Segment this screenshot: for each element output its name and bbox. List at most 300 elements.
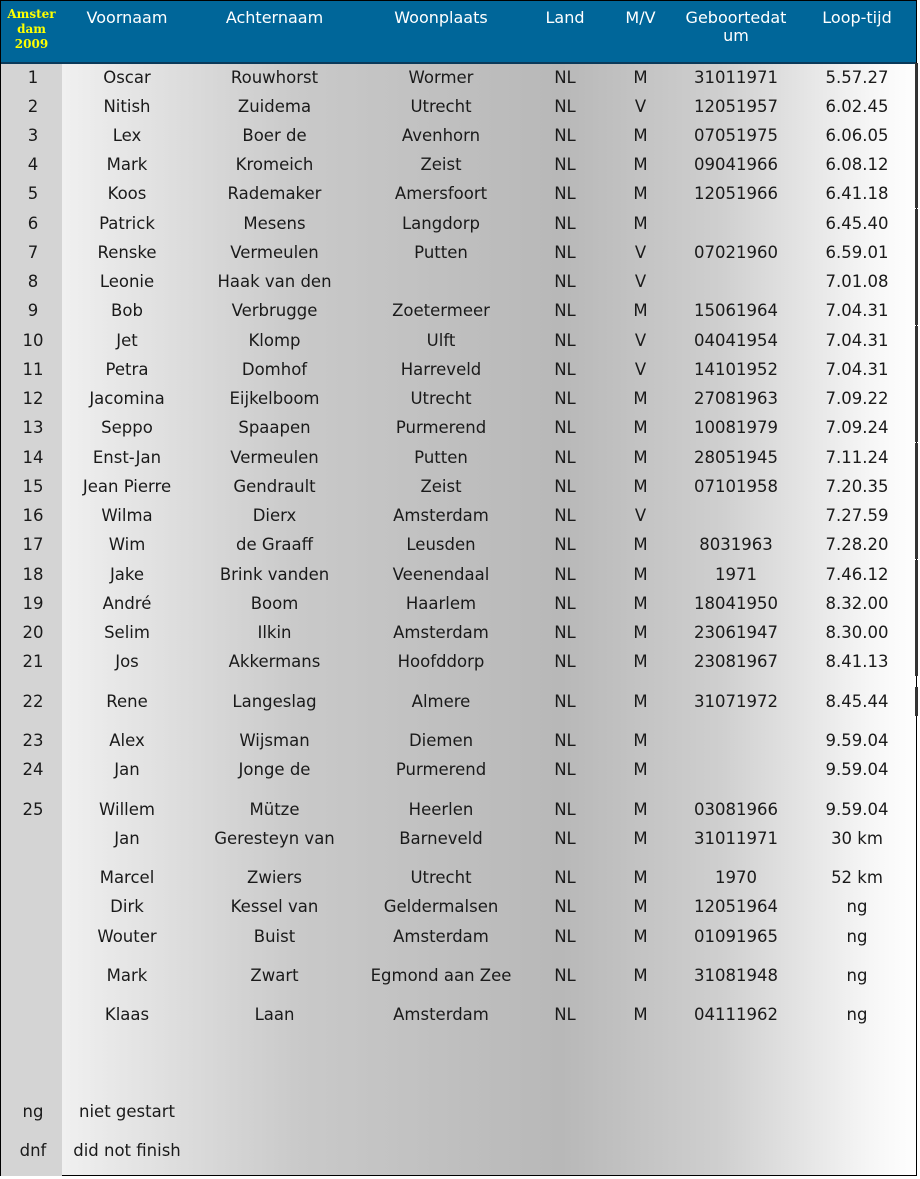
looptijd-cell: 8.30.00 — [825, 623, 889, 642]
woonplaats-cell: Amsterdam — [393, 927, 489, 946]
voornaam-cell: Enst-Jan — [92, 448, 162, 467]
rank-cell: 13 — [22, 418, 44, 437]
geboortedatum-cell: 1971 — [715, 565, 757, 584]
table-row — [1, 795, 918, 824]
mv-cell: M — [633, 155, 648, 174]
table-row — [1, 647, 918, 676]
mv-cell: M — [633, 927, 648, 946]
woonplaats-cell: Geldermalsen — [383, 897, 499, 916]
achternaam-cell: Jonge de — [238, 760, 311, 779]
woonplaats-cell: Utrecht — [410, 389, 472, 408]
achternaam-cell: Domhof — [241, 360, 308, 379]
legend-item — [1, 1136, 401, 1165]
woonplaats-cell: Hoofddorp — [397, 652, 485, 671]
row-edge-marker — [915, 687, 918, 716]
woonplaats-cell: Utrecht — [410, 97, 472, 116]
geboortedatum-cell: 31071972 — [694, 692, 778, 711]
looptijd-cell: 6.41.18 — [825, 184, 889, 203]
achternaam-cell: Buist — [253, 927, 296, 946]
mv-cell: M — [633, 829, 648, 848]
woonplaats-cell: Wormer — [408, 68, 474, 87]
land-cell: NL — [554, 97, 576, 116]
achternaam-cell: Boom — [250, 594, 299, 613]
row-edge-marker — [915, 150, 918, 179]
land-cell: NL — [554, 301, 576, 320]
header-land: Land — [545, 8, 585, 27]
geboortedatum-cell: 07051975 — [694, 126, 778, 145]
header-voornaam: Voornaam — [86, 8, 168, 27]
looptijd-cell: 8.41.13 — [825, 652, 889, 671]
land-cell: NL — [554, 692, 576, 711]
looptijd-cell: 7.11.24 — [825, 448, 889, 467]
mv-cell: M — [633, 760, 648, 779]
rank-cell: 3 — [27, 126, 39, 145]
mv-cell: M — [633, 623, 648, 642]
land-cell: NL — [554, 68, 576, 87]
achternaam-cell: Klomp — [248, 331, 301, 350]
achternaam-cell: de Graaff — [235, 535, 314, 554]
row-edge-marker — [915, 121, 918, 150]
table-row — [1, 355, 918, 384]
land-cell: NL — [554, 800, 576, 819]
header-woonplaats: Woonplaats — [394, 8, 488, 27]
row-edge-marker — [915, 238, 918, 267]
table-row — [1, 1000, 918, 1029]
table-row — [1, 530, 918, 559]
mv-cell: M — [633, 1005, 648, 1024]
geboortedatum-cell: 8031963 — [699, 535, 773, 554]
voornaam-cell: Marcel — [99, 868, 155, 887]
rank-cell: 19 — [22, 594, 44, 613]
land-cell: NL — [554, 652, 576, 671]
geboortedatum-cell: 12051964 — [694, 897, 778, 916]
rank-cell: 9 — [27, 301, 39, 320]
mv-cell: M — [633, 389, 648, 408]
mv-cell: M — [633, 126, 648, 145]
voornaam-cell: Jos — [115, 652, 139, 671]
achternaam-cell: Geresteyn van — [214, 829, 335, 848]
voornaam-cell: Wouter — [97, 927, 157, 946]
achternaam-cell: Vermeulen — [230, 243, 319, 262]
looptijd-cell: 9.59.04 — [825, 800, 889, 819]
woonplaats-cell: Veenendaal — [392, 565, 490, 584]
geboortedatum-cell: 09041966 — [694, 155, 778, 174]
voornaam-cell: Jean Pierre — [82, 477, 172, 496]
geboortedatum-cell: 04041954 — [694, 331, 778, 350]
rank-cell: 15 — [22, 477, 44, 496]
land-cell: NL — [554, 360, 576, 379]
looptijd-cell: 7.46.12 — [825, 565, 889, 584]
geboortedatum-cell: 31011971 — [694, 68, 778, 87]
rank-cell: 14 — [22, 448, 44, 467]
achternaam-cell: Kessel van — [230, 897, 319, 916]
table-row — [1, 961, 918, 990]
voornaam-cell: Selim — [104, 623, 150, 642]
geboortedatum-cell: 31081948 — [694, 966, 778, 985]
voornaam-cell: Bob — [111, 301, 143, 320]
woonplaats-cell: Amersfoort — [394, 184, 488, 203]
woonplaats-cell: Zoetermeer — [392, 301, 490, 320]
achternaam-cell: Mütze — [249, 800, 300, 819]
voornaam-cell: Seppo — [101, 418, 153, 437]
rank-cell: 4 — [27, 155, 39, 174]
voornaam-cell: Nitish — [103, 97, 151, 116]
rank-cell: 21 — [22, 652, 44, 671]
looptijd-cell: 7.27.59 — [825, 506, 889, 525]
achternaam-cell: Zuidema — [237, 97, 312, 116]
looptijd-cell: 7.01.08 — [825, 272, 889, 291]
legend-key: ng — [22, 1102, 44, 1121]
table-row — [1, 296, 918, 325]
rank-cell: 6 — [27, 214, 39, 233]
geboortedatum-cell: 01091965 — [694, 927, 778, 946]
mv-cell: M — [633, 868, 648, 887]
looptijd-cell: 9.59.04 — [825, 731, 889, 750]
land-cell: NL — [554, 1005, 576, 1024]
voornaam-cell: Jan — [114, 760, 140, 779]
mv-cell: M — [633, 418, 648, 437]
land-cell: NL — [554, 331, 576, 350]
legend-item — [1, 1097, 401, 1126]
table-row — [1, 726, 918, 755]
land-cell: NL — [554, 126, 576, 145]
looptijd-cell: 6.45.40 — [825, 214, 889, 233]
geboortedatum-cell: 1970 — [715, 868, 757, 887]
row-edge-marker — [915, 355, 918, 384]
looptijd-cell: 7.04.31 — [825, 301, 889, 320]
land-cell: NL — [554, 506, 576, 525]
table-row — [1, 501, 918, 530]
voornaam-cell: Wilma — [101, 506, 153, 525]
header-geboortedatum: Geboortedat um — [685, 8, 787, 45]
row-edge-marker — [915, 63, 918, 92]
woonplaats-cell: Almere — [411, 692, 471, 711]
looptijd-cell: ng — [846, 966, 868, 985]
voornaam-cell: Dirk — [110, 897, 144, 916]
header-achternaam: Achternaam — [225, 8, 324, 27]
achternaam-cell: Ilkin — [257, 623, 292, 642]
mv-cell: M — [633, 731, 648, 750]
land-cell: NL — [554, 897, 576, 916]
voornaam-cell: Rene — [106, 692, 148, 711]
woonplaats-cell: Barneveld — [399, 829, 483, 848]
mv-cell: M — [633, 448, 648, 467]
geboortedatum-cell: 07101958 — [694, 477, 778, 496]
table-row — [1, 863, 918, 892]
woonplaats-cell: Purmerend — [395, 418, 487, 437]
land-cell: NL — [554, 535, 576, 554]
table-row — [1, 618, 918, 647]
looptijd-cell: 7.04.31 — [825, 360, 889, 379]
achternaam-cell: Gendrault — [233, 477, 316, 496]
mv-cell: M — [633, 68, 648, 87]
land-cell: NL — [554, 966, 576, 985]
row-edge-marker — [915, 618, 918, 647]
voornaam-cell: André — [102, 594, 152, 613]
achternaam-cell: Wijsman — [239, 731, 310, 750]
looptijd-cell: 6.08.12 — [825, 155, 889, 174]
land-cell: NL — [554, 448, 576, 467]
row-edge-marker — [915, 209, 918, 238]
voornaam-cell: Wim — [108, 535, 146, 554]
geboortedatum-cell: 18041950 — [694, 594, 778, 613]
mv-cell: V — [634, 360, 647, 379]
looptijd-cell: 7.09.24 — [825, 418, 889, 437]
looptijd-cell: 7.20.35 — [825, 477, 889, 496]
woonplaats-cell: Putten — [414, 243, 468, 262]
row-edge-marker — [915, 501, 918, 530]
mv-cell: V — [634, 506, 647, 525]
woonplaats-cell: Amsterdam — [393, 1005, 489, 1024]
legend-value: niet gestart — [79, 1102, 175, 1121]
achternaam-cell: Verbrugge — [231, 301, 318, 320]
row-edge-marker — [915, 560, 918, 589]
woonplaats-cell: Utrecht — [410, 868, 472, 887]
woonplaats-cell: Langdorp — [401, 214, 481, 233]
woonplaats-cell: Leusden — [406, 535, 476, 554]
land-cell: NL — [554, 477, 576, 496]
voornaam-cell: Oscar — [103, 68, 151, 87]
geboortedatum-cell: 23061947 — [694, 623, 778, 642]
table-row — [1, 922, 918, 951]
mv-cell: M — [633, 565, 648, 584]
geboortedatum-cell: 31011971 — [694, 829, 778, 848]
land-cell: NL — [554, 272, 576, 291]
land-cell: NL — [554, 829, 576, 848]
woonplaats-cell: Harreveld — [400, 360, 482, 379]
rank-cell: 11 — [22, 360, 44, 379]
row-edge-marker — [915, 472, 918, 501]
rank-cell: 23 — [22, 731, 44, 750]
table-row — [1, 267, 918, 296]
achternaam-cell: Mesens — [243, 214, 306, 233]
woonplaats-cell: Heerlen — [408, 800, 474, 819]
rank-cell: 22 — [22, 692, 44, 711]
looptijd-cell: 5.57.27 — [825, 68, 889, 87]
land-cell: NL — [554, 565, 576, 584]
achternaam-cell: Vermeulen — [230, 448, 319, 467]
looptijd-cell: 9.59.04 — [825, 760, 889, 779]
voornaam-cell: Klaas — [104, 1005, 150, 1024]
achternaam-cell: Laan — [254, 1005, 295, 1024]
voornaam-cell: Leonie — [99, 272, 155, 291]
mv-cell: M — [633, 214, 648, 233]
looptijd-cell: ng — [846, 897, 868, 916]
achternaam-cell: Zwart — [250, 966, 299, 985]
woonplaats-cell: Putten — [414, 448, 468, 467]
looptijd-cell: 6.06.05 — [825, 126, 889, 145]
table-row — [1, 92, 918, 121]
table-row — [1, 472, 918, 501]
voornaam-cell: Mark — [106, 966, 148, 985]
rank-cell: 25 — [22, 800, 44, 819]
looptijd-cell: 7.28.20 — [825, 535, 889, 554]
geboortedatum-cell: 14101952 — [694, 360, 778, 379]
rank-cell: 1 — [27, 68, 39, 87]
looptijd-cell: 6.02.45 — [825, 97, 889, 116]
rank-cell: 12 — [22, 389, 44, 408]
geboortedatum-cell: 03081966 — [694, 800, 778, 819]
mv-cell: M — [633, 897, 648, 916]
row-edge-marker — [915, 384, 918, 413]
achternaam-cell: Rademaker — [227, 184, 322, 203]
row-edge-marker — [915, 92, 918, 121]
voornaam-cell: Patrick — [99, 214, 155, 233]
land-cell: NL — [554, 418, 576, 437]
voornaam-cell: Koos — [107, 184, 147, 203]
mv-cell: M — [633, 800, 648, 819]
mv-cell: V — [634, 272, 647, 291]
looptijd-cell: ng — [846, 1005, 868, 1024]
land-cell: NL — [554, 731, 576, 750]
looptijd-cell: 30 km — [831, 829, 883, 848]
table-row — [1, 824, 918, 853]
land-cell: NL — [554, 214, 576, 233]
table-row — [1, 209, 918, 238]
achternaam-cell: Akkermans — [228, 652, 321, 671]
looptijd-cell: 6.59.01 — [825, 243, 889, 262]
mv-cell: M — [633, 594, 648, 613]
row-edge-marker — [915, 326, 918, 355]
row-edge-marker — [915, 179, 918, 208]
woonplaats-cell: Diemen — [408, 731, 474, 750]
woonplaats-cell: Haarlem — [405, 594, 477, 613]
geboortedatum-cell: 12051966 — [694, 184, 778, 203]
voornaam-cell: Jacomina — [89, 389, 165, 408]
voornaam-cell: Renske — [97, 243, 157, 262]
mv-cell: M — [633, 477, 648, 496]
achternaam-cell: Spaapen — [238, 418, 311, 437]
row-edge-marker — [915, 589, 918, 618]
voornaam-cell: Willem — [99, 800, 155, 819]
geboortedatum-cell: 27081963 — [694, 389, 778, 408]
row-edge-marker — [915, 296, 918, 325]
achternaam-cell: Boer de — [242, 126, 307, 145]
table-row — [1, 326, 918, 355]
woonplaats-cell: Zeist — [420, 155, 462, 174]
land-cell: NL — [554, 623, 576, 642]
woonplaats-cell: Purmerend — [395, 760, 487, 779]
voornaam-cell: Jet — [116, 331, 138, 350]
mv-cell: V — [634, 331, 647, 350]
table-row — [1, 413, 918, 442]
rank-cell: 16 — [22, 506, 44, 525]
woonplaats-cell: Egmond aan Zee — [370, 966, 512, 985]
geboortedatum-cell: 07021960 — [694, 243, 778, 262]
table-row — [1, 150, 918, 179]
achternaam-cell: Rouwhorst — [230, 68, 319, 87]
achternaam-cell: Eijkelboom — [229, 389, 320, 408]
geboortedatum-cell: 12051957 — [694, 97, 778, 116]
land-cell: NL — [554, 760, 576, 779]
rank-cell: 24 — [22, 760, 44, 779]
land-cell: NL — [554, 594, 576, 613]
rank-cell: 10 — [22, 331, 44, 350]
voornaam-cell: Petra — [105, 360, 149, 379]
mv-cell: M — [633, 966, 648, 985]
table-row — [1, 443, 918, 472]
mv-cell: M — [633, 535, 648, 554]
geboortedatum-cell: 28051945 — [694, 448, 778, 467]
achternaam-cell: Kromeich — [235, 155, 314, 174]
table-row — [1, 589, 918, 618]
land-cell: NL — [554, 184, 576, 203]
voornaam-cell: Mark — [106, 155, 148, 174]
achternaam-cell: Langeslag — [232, 692, 317, 711]
looptijd-cell: 8.45.44 — [825, 692, 889, 711]
voornaam-cell: Jan — [114, 829, 140, 848]
looptijd-cell: ng — [846, 927, 868, 946]
table-row — [1, 560, 918, 589]
table-row — [1, 384, 918, 413]
table-row — [1, 755, 918, 784]
mv-cell: M — [633, 301, 648, 320]
mv-cell: M — [633, 692, 648, 711]
mv-cell: M — [633, 652, 648, 671]
voornaam-cell: Jake — [109, 565, 145, 584]
achternaam-cell: Haak van den — [217, 272, 332, 291]
woonplaats-cell: Amsterdam — [393, 506, 489, 525]
table-row — [1, 892, 918, 921]
row-edge-marker — [915, 530, 918, 559]
woonplaats-cell: Amsterdam — [393, 623, 489, 642]
table-row — [1, 238, 918, 267]
row-edge-marker — [915, 647, 918, 676]
looptijd-cell: 8.32.00 — [825, 594, 889, 613]
rank-cell: 17 — [22, 535, 44, 554]
header-looptijd: Loop-tijd — [822, 8, 892, 27]
voornaam-cell: Alex — [109, 731, 145, 750]
rank-cell: 8 — [27, 272, 39, 291]
rank-cell: 18 — [22, 565, 44, 584]
woonplaats-cell: Zeist — [420, 477, 462, 496]
table-row — [1, 179, 918, 208]
legend-value: did not finish — [73, 1141, 181, 1160]
land-cell: NL — [554, 243, 576, 262]
land-cell: NL — [554, 868, 576, 887]
rank-cell: 7 — [27, 243, 39, 262]
header-mv: M/V — [625, 8, 656, 27]
table-header — [1, 1, 916, 64]
mv-cell: M — [633, 184, 648, 203]
woonplaats-cell: Avenhorn — [401, 126, 481, 145]
rank-cell: 5 — [27, 184, 39, 203]
geboortedatum-cell: 23081967 — [694, 652, 778, 671]
table-row — [1, 121, 918, 150]
achternaam-cell: Zwiers — [247, 868, 302, 887]
row-edge-marker — [915, 267, 918, 296]
looptijd-cell: 7.09.22 — [825, 389, 889, 408]
table-row — [1, 687, 918, 716]
looptijd-cell: 52 km — [831, 868, 883, 887]
table-row — [1, 63, 918, 92]
land-cell: NL — [554, 155, 576, 174]
header-corner-label: Amster dam 2009 — [7, 7, 56, 51]
geboortedatum-cell: 04111962 — [694, 1005, 778, 1024]
row-edge-marker — [915, 413, 918, 442]
legend-key: dnf — [19, 1141, 47, 1160]
looptijd-cell: 7.04.31 — [825, 331, 889, 350]
rank-cell: 2 — [27, 97, 39, 116]
woonplaats-cell: Ulft — [426, 331, 456, 350]
land-cell: NL — [554, 389, 576, 408]
mv-cell: V — [634, 243, 647, 262]
geboortedatum-cell: 15061964 — [694, 301, 778, 320]
achternaam-cell: Dierx — [252, 506, 297, 525]
voornaam-cell: Lex — [112, 126, 142, 145]
mv-cell: V — [634, 97, 647, 116]
geboortedatum-cell: 10081979 — [694, 418, 778, 437]
